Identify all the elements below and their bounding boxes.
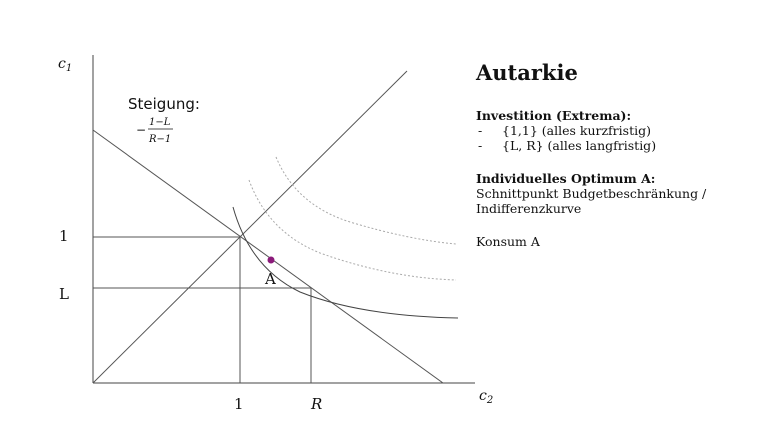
x-axis-label: $c_2$ [479,388,494,406]
panel-title: Autarkie [476,60,578,85]
optimum-point-a [268,257,275,264]
optimum-section [476,171,766,216]
side-panel [476,60,766,249]
indifference-curve-dotted-2 [276,157,456,244]
optimum-heading: Individuelles Optimum A: [476,171,656,186]
slope-label: Steigung: [128,95,200,113]
investment-item: - {L, R} (alles langfristig) [476,138,766,153]
budget-line [93,130,443,383]
x-tick-1: 1 [234,395,244,413]
slope-sign: − [136,123,147,137]
y-axis-label: $c_1$ [58,56,73,74]
optimum-text: Schnittpunkt Budgetbeschränkung / Indifferenzkurve [476,186,707,216]
diagonal-line [93,71,407,383]
investment-item: - {1,1} (alles kurzfristig) [476,123,766,138]
investment-heading: Investition (Extrema): [476,108,632,123]
x-tick-R: R [311,395,323,413]
y-tick-1: 1 [59,227,69,245]
optimum-point-label: A [265,270,276,288]
investment-section [476,108,766,153]
slope-denominator: R−1 [149,134,172,145]
indifference-curve [233,207,458,318]
slope-numerator: 1−L [149,117,171,128]
y-tick-L: L [59,285,69,303]
consumption-text: Konsum A [476,234,540,249]
investment-list [476,123,766,153]
